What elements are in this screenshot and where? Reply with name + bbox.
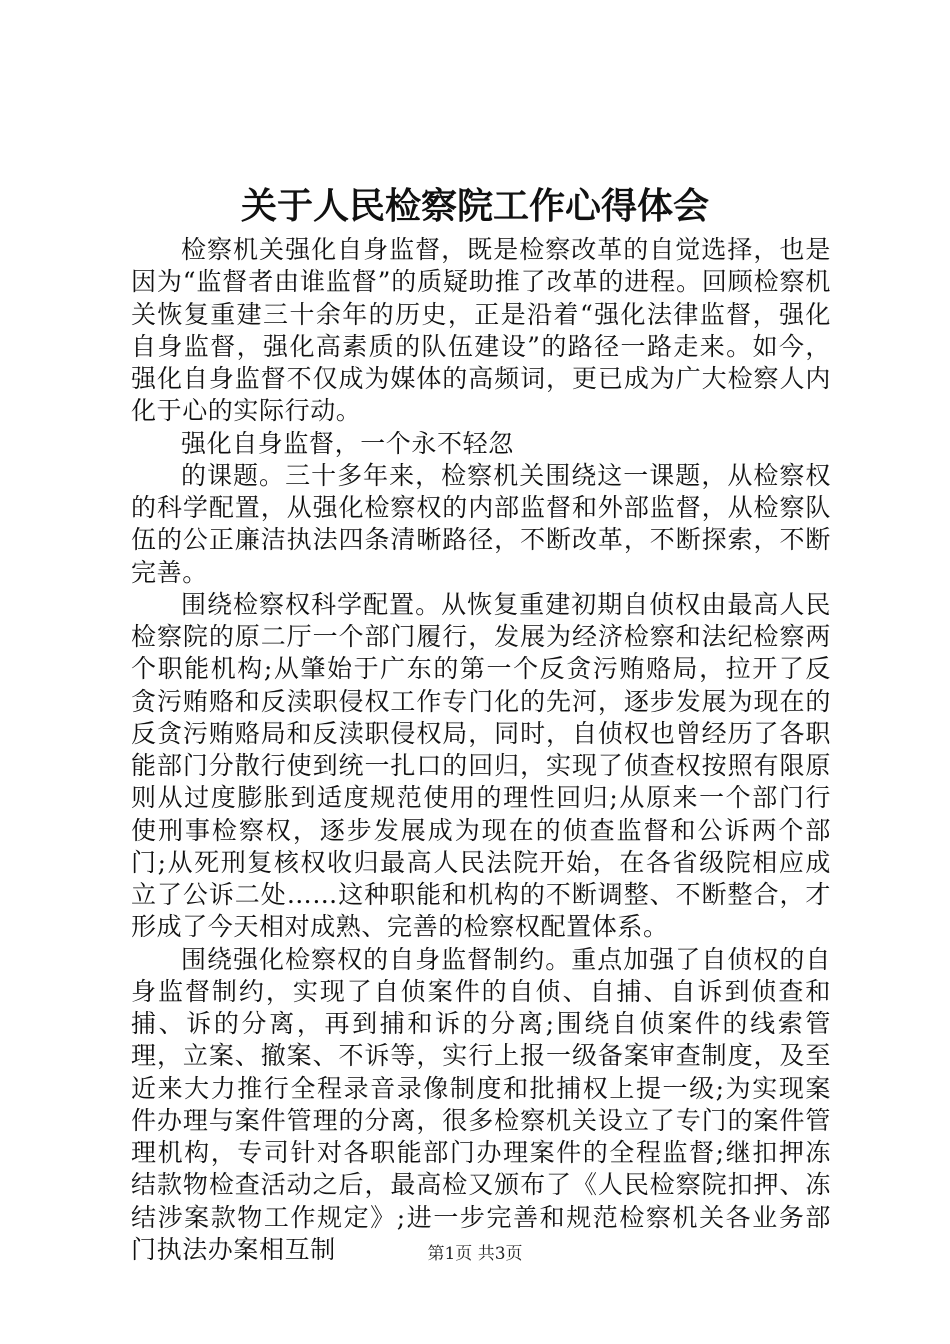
paragraph-fragment-heading: 强化自身监督，一个永不轻忽 — [181, 428, 514, 458]
paragraph-self-supervision: 围绕强化检察权的自身监督制约。重点加强了自侦权的自身监督制约，实现了自侦案件的自侦、自捕、自诉到侦查和捕、诉的分离，再到捕和诉的分离;围绕自侦案件的线索管理，立案、撤案、不诉等，实行上报一级备案审查制度，及至近来大力推行全程录音录像制度和批捕权上提一级;为实现案件办理与案件管理的分离，很多检察机关设立了专门的案件管理机构，专司针对各职能部门办理案件的全程监督;继扣押冻结款物检查活动之后，最高检又颁布了《人民检察院扣押、冻结涉案款物工作规定》;进一步完善和规范检察机关各业务部门执法办案相互制 — [131, 944, 831, 1264]
paragraph-thirty-years: 的课题。三十多年来，检察机关围绕这一课题，从检察权的科学配置，从强化检察权的内部监督和外部监督，从检察队伍的公正廉洁执法四条清晰路径，不断改革，不断探索，不断完善。 — [131, 460, 831, 587]
paragraph-configuration: 围绕检察权科学配置。从恢复重建初期自侦权由最高人民检察院的原二厅一个部门履行，发展为经济检察和法纪检察两个职能机构;从肇始于广东的第一个反贪污贿赂局，拉开了反贪污贿赂和反渎职侵权工作专门化的先河，逐步发展为现在的反贪污贿赂局和反渎职侵权局，同时，自侦权也曾经历了各职能部门分散行使到统一扎口的回归，实现了侦查权按照有限原则从过度膨胀到适度规范使用的理性回归;从原来一个部门行使刑事检察权，逐步发展成为现在的侦查监督和公诉两个部门;从死刑复核权收归最高人民法院开始，在各省级院相应成立了公诉二处……这种职能和机构的不断调整、不断整合，才形成了今天相对成熟、完善的检察权配置体系。 — [131, 589, 831, 942]
paragraph-intro: 检察机关强化自身监督，既是检察改革的自觉选择，也是因为“监督者由谁监督”的质疑助推了改革的进程。回顾检察机关恢复重建三十余年的历史，正是沿着“强化法律监督，强化自身监督，强化高素质的队伍建设”的路径一路走来。如今，强化自身监督不仅成为媒体的高频词，更已成为广大检察人内化于心的实际行动。 — [131, 235, 831, 426]
document-title: 关于人民检察院工作心得体会 — [240, 186, 709, 227]
page-number-footer: 第1页 共3页 — [427, 1244, 523, 1264]
document-body — [131, 234, 831, 1266]
